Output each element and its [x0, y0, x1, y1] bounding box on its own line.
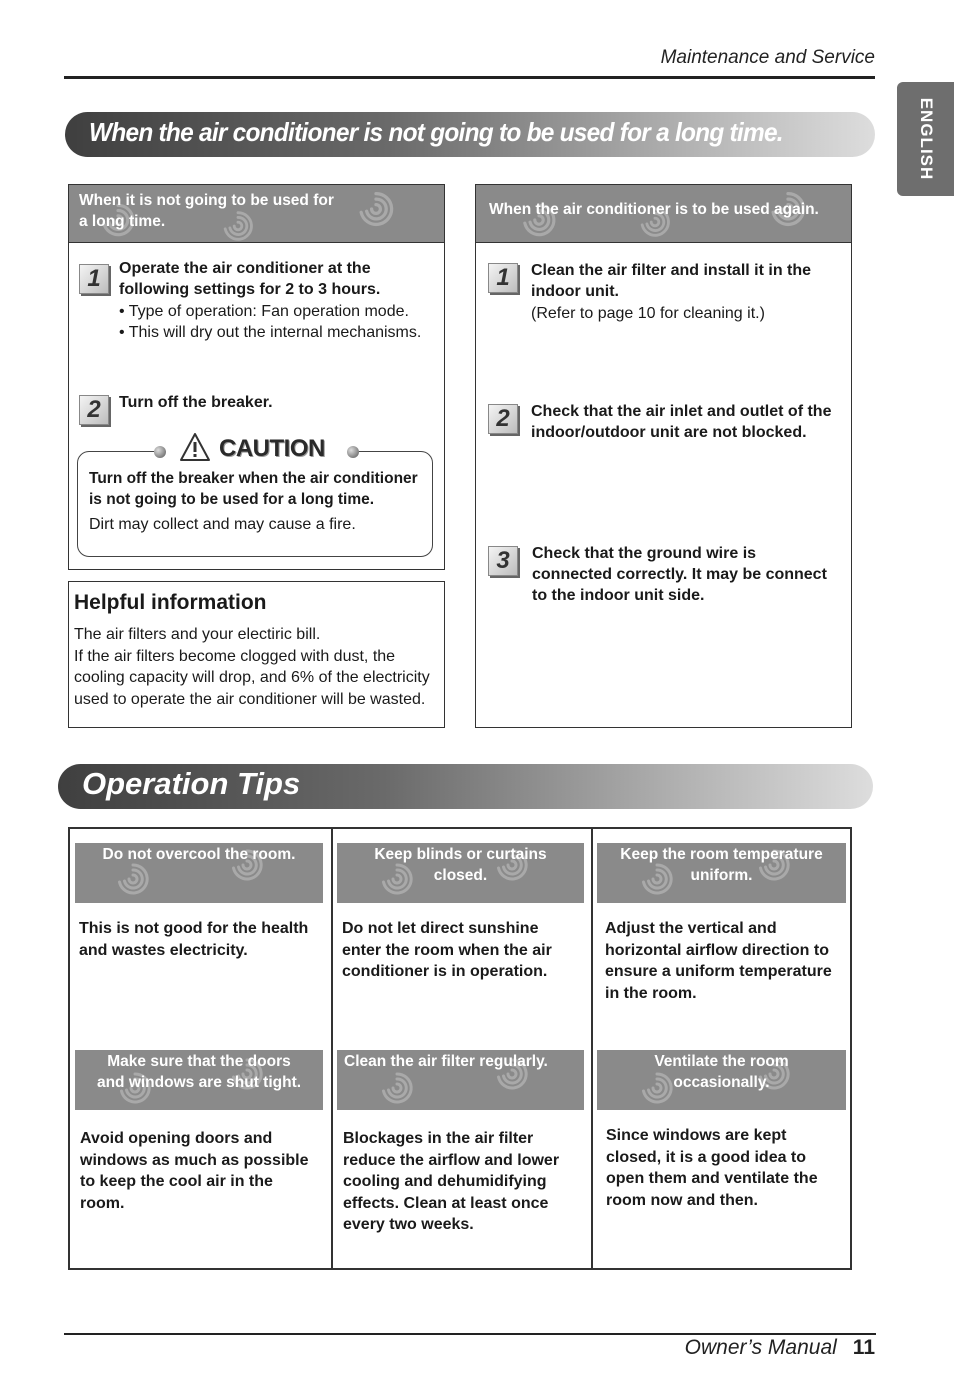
again-step-2-line2: indoor/outdoor unit are not blocked.: [531, 424, 807, 441]
tip-header: [337, 843, 584, 903]
grid-divider: [591, 829, 593, 1268]
tip-3-body: [605, 918, 832, 1004]
step-1-text: [119, 258, 380, 300]
tip-1-line: and wastes electricity.: [79, 941, 248, 959]
step-number-badge: 2: [79, 395, 109, 425]
tip-4-heading-line1: Make sure that the doors: [107, 1053, 291, 1070]
header-rule: [64, 76, 875, 79]
caution-left-dot-icon: [154, 446, 166, 458]
tip-1-line: This is not good for the health: [79, 920, 309, 937]
tip-3-heading-line1: Keep the room temperature: [620, 846, 823, 863]
again-step-3-line3: to the indoor unit side.: [532, 587, 705, 604]
helpful-line4: used to operate the air conditioner will be wasted.: [74, 690, 426, 708]
operation-tips-title: Operation Tips: [82, 766, 301, 801]
step-number-badge: 1: [79, 264, 109, 294]
used-again-heading: When the air conditioner is to be used again.: [489, 201, 819, 218]
tip-header: [597, 1050, 846, 1110]
step-number-badge: 1: [488, 263, 518, 293]
footer-rule: [64, 1333, 876, 1335]
again-step-1-line2: indoor unit.: [531, 283, 619, 300]
tip-2-heading-line1: Keep blinds or curtains: [374, 846, 547, 863]
helpful-line1: The air filters and your electiric bill.: [74, 626, 321, 643]
page-number: 11: [852, 1336, 875, 1359]
tip-6-line: Since windows are kept: [606, 1127, 787, 1144]
swirl-decoration-icon: [354, 187, 398, 231]
again-step-1-note: (Refer to page 10 for cleaning it.): [531, 305, 765, 322]
not-used-heading-line2: a long time.: [79, 213, 166, 230]
again-step-2-line1: Check that the air inlet and outlet of the: [531, 403, 832, 420]
tip-header: [75, 843, 323, 903]
tip-5-line: effects. Clean at least once: [343, 1194, 549, 1212]
tip-3-heading-line2: uniform.: [690, 867, 753, 884]
tip-3-line: ensure a uniform temperature: [605, 963, 832, 980]
tip-4-line: room.: [80, 1194, 125, 1212]
again-step-3-line1: Check that the ground wire is: [532, 545, 757, 562]
again-step-1-text: [531, 260, 811, 302]
step-1-bullet1: • Type of operation: Fan operation mode.: [119, 303, 409, 320]
tip-header-text: [597, 1051, 846, 1093]
helpful-info-text: [74, 624, 430, 710]
tip-6-line: open them and ventilate the: [606, 1170, 818, 1187]
tip-header-text: [337, 844, 584, 886]
step-2-text: Turn off the breaker.: [119, 394, 273, 411]
warning-triangle-icon: [179, 432, 211, 462]
tip-header: [597, 843, 846, 903]
language-tab: [897, 82, 954, 196]
tip-header-text: [75, 1051, 323, 1093]
swirl-decoration-icon: [377, 1068, 417, 1108]
caution-right-dot-icon: [347, 446, 359, 458]
tip-5-line: Blockages in the air filter: [343, 1130, 534, 1147]
not-used-heading-line1: When it is not going to be used for: [79, 192, 334, 209]
tip-2-line: conditioner is in operation.: [342, 963, 548, 980]
tip-6-heading-line2: occasionally.: [673, 1074, 770, 1091]
tip-6-line: closed, it is a good idea to: [606, 1148, 807, 1166]
step-1-line1: Operate the air conditioner at the: [119, 260, 371, 277]
tip-2-line: Do not let direct sunshine: [342, 920, 539, 937]
tip-2-body: [342, 918, 552, 983]
tip-6-line: room now and then.: [606, 1191, 758, 1209]
tip-3-line: in the room.: [605, 984, 697, 1002]
tip-4-line: to keep the cool air in the: [80, 1173, 273, 1190]
tip-3-line: Adjust the vertical and: [605, 920, 777, 937]
tip-4-heading-line2: and windows are shut tight.: [96, 1074, 302, 1091]
header-section-title: Maintenance and Service: [660, 47, 875, 68]
tip-2-heading-line2: closed.: [433, 867, 488, 884]
tip-header: [75, 1050, 323, 1110]
grid-divider: [331, 829, 333, 1268]
tip-1-heading-line1: Do not overcool the room.: [102, 846, 296, 863]
tip-4-body: [80, 1128, 309, 1214]
tip-5-line: reduce the airflow and lower: [343, 1151, 560, 1169]
tip-6-heading-line1: Ventilate the room: [654, 1053, 789, 1070]
footer: [685, 1336, 875, 1360]
tip-header-text: [75, 844, 323, 865]
caution-bold-text: [89, 468, 418, 510]
tip-5-body: [343, 1128, 559, 1236]
caution-bold-line1: Turn off the breaker when the air conditioner: [89, 470, 418, 487]
helpful-info-title: Helpful information: [74, 591, 267, 614]
long-time-title: When the air conditioner is not going to be used for a long time.: [89, 117, 783, 147]
tip-5-heading-line1: Clean the air filter regularly.: [344, 1053, 548, 1070]
again-step-3-line2: connected correctly. It may be connect: [532, 566, 827, 583]
operation-tips-grid: [68, 827, 852, 1270]
tip-header: [337, 1050, 584, 1110]
language-tab-label: ENGLISH: [916, 97, 936, 181]
swirl-decoration-icon: [113, 859, 153, 899]
tip-4-line: windows as much as possible: [80, 1151, 309, 1169]
tip-header-text: [344, 1051, 584, 1072]
tip-5-line: every two weeks.: [343, 1216, 474, 1233]
step-1-bullet2: • This will dry out the internal mechanisms.: [119, 324, 422, 341]
caution-note: Dirt may collect and may cause a fire.: [89, 516, 356, 533]
caution-label: CAUTION: [219, 435, 325, 462]
not-used-box-header: [69, 185, 444, 243]
used-again-box: [475, 184, 852, 728]
tip-3-line: horizontal airflow direction to: [605, 941, 829, 959]
not-used-box: [68, 184, 445, 570]
used-again-box-header: [476, 185, 851, 243]
long-time-title-bar: [65, 112, 875, 157]
tip-header-text: [597, 844, 846, 886]
tip-6-body: [606, 1125, 818, 1211]
tip-2-line: enter the room when the air: [342, 941, 552, 959]
step-number-badge: 3: [488, 546, 518, 576]
tip-5-line: cooling and dehumidifying: [343, 1173, 547, 1190]
caution-bold-line2: is not going to be used for a long time.: [89, 491, 375, 508]
helpful-info-box: [68, 581, 445, 728]
helpful-line2: If the air filters become clogged with dust, the: [74, 647, 396, 665]
step-1-bullets: [119, 301, 421, 343]
tip-4-line: Avoid opening doors and: [80, 1130, 273, 1147]
step-1-line2: following settings for 2 to 3 hours.: [119, 281, 381, 298]
tip-1-body: [79, 918, 308, 961]
step-number-badge: 2: [488, 404, 518, 434]
again-step-3-text: [532, 543, 827, 606]
helpful-line3: cooling capacity will drop, and 6% of the electricity: [74, 669, 430, 686]
again-step-2-text: [531, 401, 831, 443]
footer-manual-title: Owner’s Manual: [684, 1336, 837, 1359]
again-step-1-line1: Clean the air filter and install it in the: [531, 262, 812, 279]
operation-tips-title-bar: [58, 764, 873, 809]
